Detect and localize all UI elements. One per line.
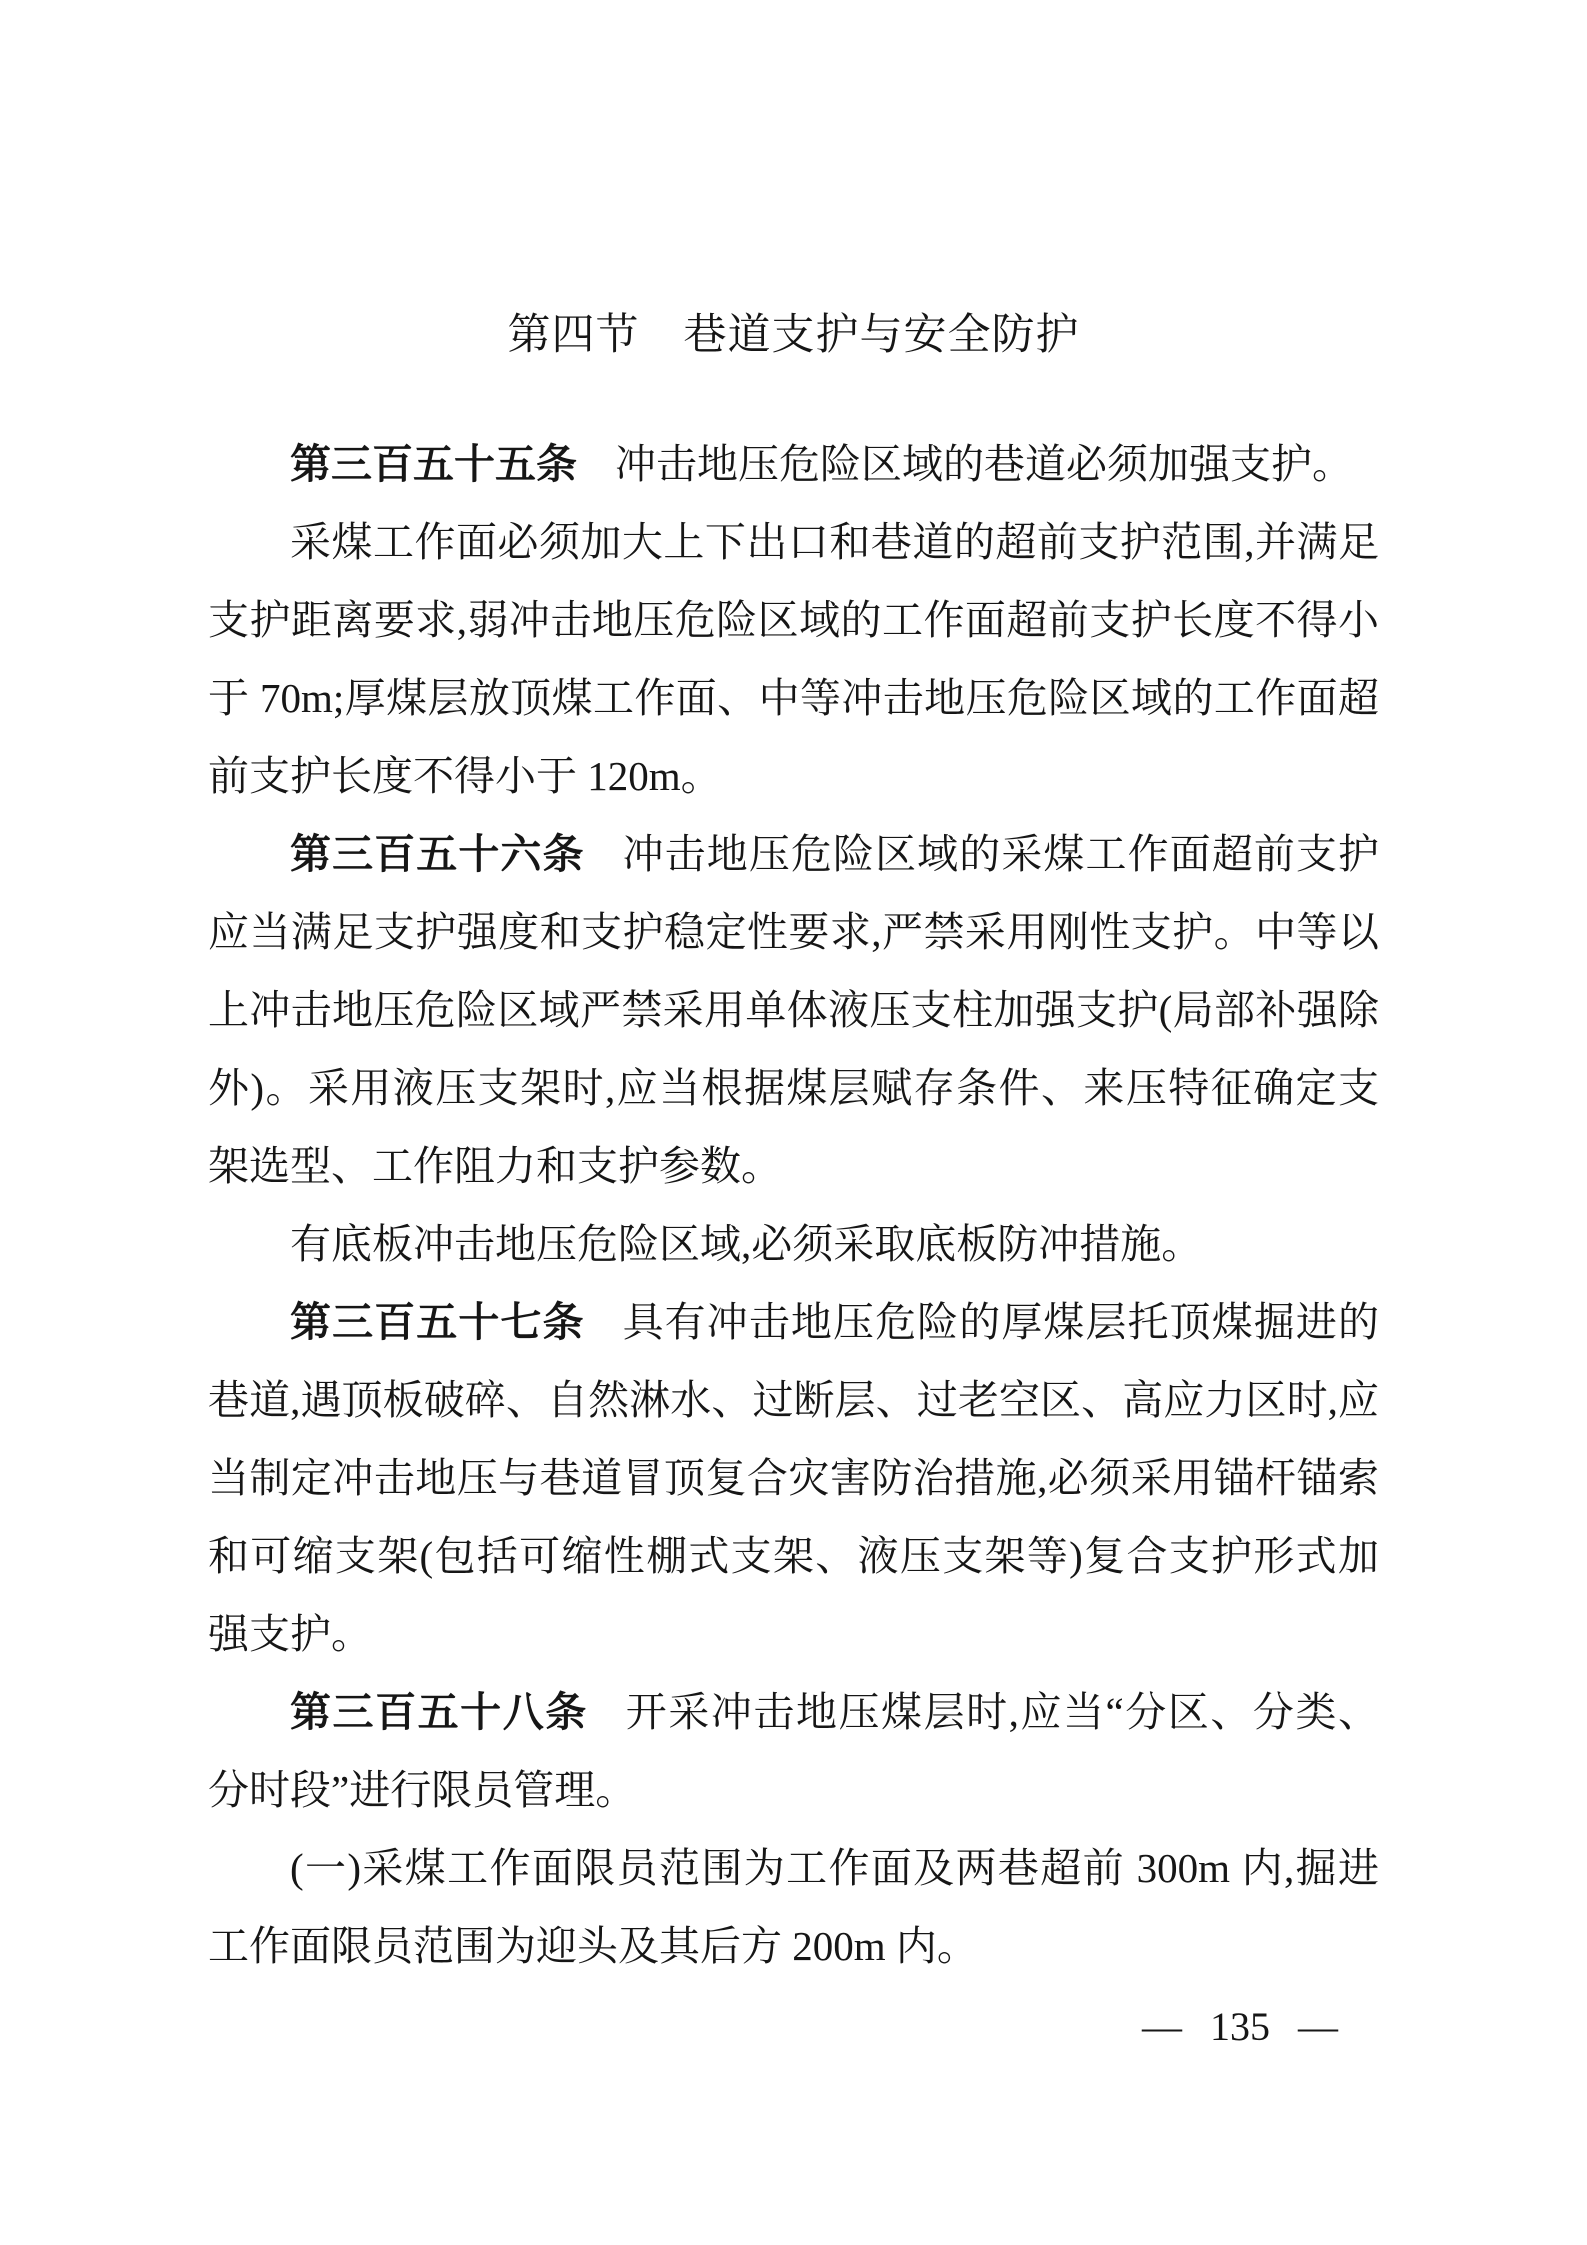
article-355-continuation-text: 采煤工作面必须加大上下出口和巷道的超前支护范围,并满足支护距离要求,弱冲击地压危险区域的工作面超前支护长度不得小于 70m;厚煤层放顶煤工作面、中等冲击地压危险区域的工作面超前支护长度不得小于 120m。: [208, 519, 1379, 799]
article-358-number: 第三百五十八条: [290, 1689, 588, 1735]
article-355-continuation-paragraph: [208, 503, 1379, 815]
article-356-continuation-paragraph: [208, 1205, 1379, 1283]
page-number: — 135 —: [1142, 2004, 1338, 2049]
article-358-paragraph: [208, 1673, 1379, 1829]
article-356-text: 冲击地压危险区域的采煤工作面超前支护应当满足支护强度和支护稳定性要求,严禁采用刚性支护。中等以上冲击地压危险区域严禁采用单体液压支柱加强支护(局部补强除外)。采用液压支架时,应当根据煤层赋存条件、来压特征确定支架选型、工作阻力和支护参数。: [208, 831, 1380, 1189]
article-355-number: 第三百五十五条: [290, 441, 577, 487]
article-358-item-1-text: (一)采煤工作面限员范围为工作面及两巷超前 300m 内,掘进工作面限员范围为迎头及其后方 200m 内。: [208, 1845, 1379, 1969]
article-356-continuation-text: 有底板冲击地压危险区域,必须采取底板防冲措施。: [290, 1221, 1203, 1267]
article-357-number: 第三百五十七条: [290, 1299, 585, 1345]
article-356-paragraph: [208, 815, 1379, 1205]
article-358-item-1-paragraph: [208, 1829, 1379, 1985]
article-355-paragraph: [208, 425, 1379, 503]
article-355-text: 冲击地压危险区域的巷道必须加强支护。: [615, 441, 1353, 487]
article-357-text: 具有冲击地压危险的厚煤层托顶煤掘进的巷道,遇顶板破碎、自然淋水、过断层、过老空区、高应力区时,应当制定冲击地压与巷道冒顶复合灾害防治措施,必须采用锚杆锚索和可缩支架(包括可缩性棚式支架、液压支架等)复合支护形式加强支护。: [208, 1299, 1380, 1657]
article-356-number: 第三百五十六条: [290, 831, 585, 877]
section-title: 第四节 巷道支护与安全防护: [507, 312, 1080, 359]
article-357-paragraph: [208, 1283, 1379, 1673]
article-358-text: 开采冲击地压煤层时,应当“分区、分类、分时段”进行限员管理。: [208, 1689, 1379, 1813]
